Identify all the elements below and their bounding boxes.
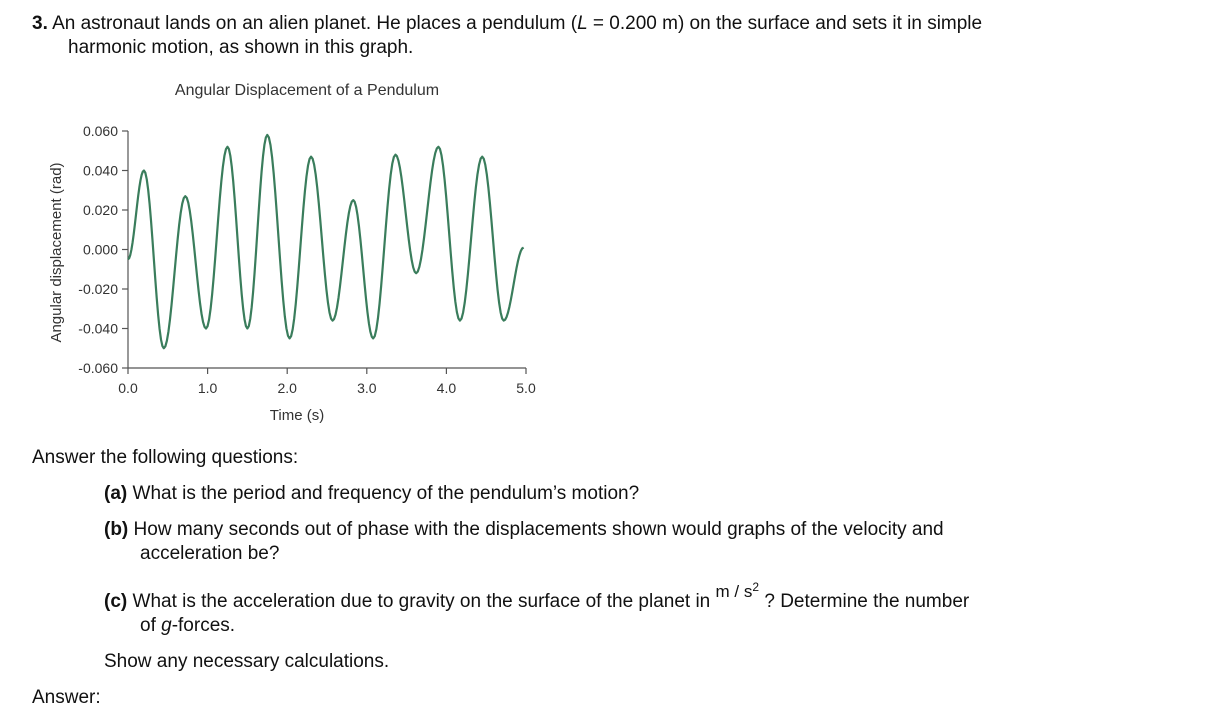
x-tick-label: 4.0 (436, 380, 457, 396)
y-tick-label: -0.040 (78, 320, 118, 337)
chart-series (128, 135, 524, 348)
part-c-text-post: ? Determine the number (764, 591, 970, 612)
question-line-2: harmonic motion, as shown in this graph. (68, 37, 414, 58)
part-a (104, 482, 639, 506)
show-work-note: Show any necessary calculations. (104, 651, 390, 672)
y-tick-label: 0.060 (82, 123, 118, 139)
length-variable: L (577, 13, 588, 34)
y-tick-label: 0.020 (82, 202, 118, 218)
x-axis-label: Time (s) (269, 407, 325, 424)
unit-exponent: 2 (752, 580, 760, 594)
x-tick-label: 5.0 (516, 380, 536, 396)
part-c-line-2 (140, 614, 235, 638)
part-a-text: What is the period and frequency of the pendulum’s motion? (132, 483, 640, 504)
question-text-post: = 0.200 m) on the surface and sets it in simple (587, 13, 983, 34)
x-tick-label: 2.0 (277, 380, 297, 396)
chart-ticks (78, 123, 536, 396)
part-a-label: (a) (104, 483, 128, 504)
y-tick-label: 0.040 (82, 162, 118, 179)
part-c-line2-post: -forces. (171, 615, 236, 636)
x-tick-label: 1.0 (197, 380, 218, 396)
question-text-pre: An astronaut lands on an alien planet. He places a pendulum ( (52, 13, 578, 34)
y-tick-label: -0.020 (78, 281, 118, 297)
part-b-line-1 (104, 518, 944, 542)
y-tick-label: 0.000 (82, 241, 118, 258)
answer-intro: Answer the following questions: (32, 447, 299, 468)
x-tick-label: 3.0 (357, 380, 377, 396)
part-c-label: (c) (104, 591, 128, 612)
x-tick-label: 0.0 (118, 380, 138, 396)
part-b-label: (b) (104, 519, 129, 540)
chart-title: Angular Displacement of a Pendulum (174, 82, 440, 99)
question-line-1 (32, 12, 982, 36)
pendulum-displacement-chart (30, 72, 570, 432)
part-c-text-pre: What is the acceleration due to gravity on the surface of the planet in (132, 591, 711, 612)
part-b-line-2: acceleration be? (140, 543, 280, 564)
chart-axes (128, 131, 526, 368)
question-number: 3. (32, 13, 48, 34)
displacement-series-line (128, 135, 524, 348)
y-tick-label: -0.060 (78, 360, 118, 376)
g-variable: g (161, 615, 172, 636)
unit-base: m / s (715, 582, 753, 601)
answer-label: Answer: (32, 687, 101, 708)
y-axis-label: Angular displacement (rad) (48, 162, 65, 343)
part-b-text: How many seconds out of phase with the displacements shown would graphs of the velocity and (133, 519, 944, 540)
acceleration-unit (716, 582, 760, 601)
part-c-line-1 (104, 580, 970, 614)
part-c-line2-pre: of (140, 615, 162, 636)
